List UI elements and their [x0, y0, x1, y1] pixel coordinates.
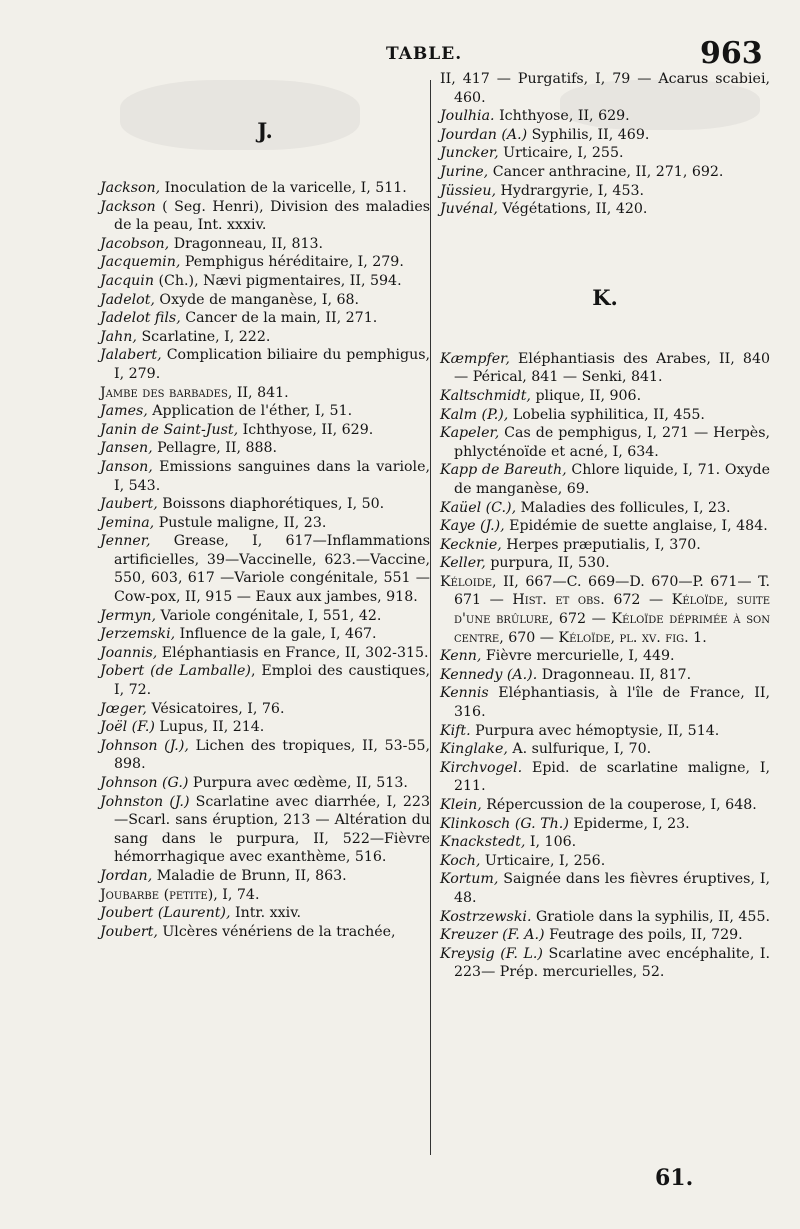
index-entry — [100, 644, 430, 663]
entry-text: Eléphantiasis en France, II, 302-315. — [157, 644, 429, 661]
entry-author: Jackson, — [100, 180, 161, 196]
entry-text: Scarlatine, I, 222. — [136, 328, 271, 345]
entry-author: Kaltschmidt, — [440, 387, 531, 404]
entry-author: Kalm (P.), — [440, 406, 509, 423]
entry-text: Ulcères vénériens de la trachée, — [157, 923, 396, 940]
entry-author: Kaye (J.), — [440, 518, 505, 535]
entry-text: purpura, II, 530. — [485, 555, 610, 572]
entry-author: Koch, — [440, 852, 481, 869]
index-entry — [440, 852, 770, 871]
index-entry — [440, 833, 770, 852]
index-entry — [440, 740, 770, 759]
entry-text: , Emploi des caustiques, I, 72. — [114, 663, 430, 699]
entry-author: Joubert, — [100, 923, 158, 940]
index-entry — [100, 607, 430, 626]
entry-text: Cas de pemphigus, I, 271 — Herpès, phlycténoïde et acné, I, 634. — [454, 425, 770, 460]
entry-author: Janson, — [100, 458, 153, 475]
entry-author: Jordan, — [100, 867, 153, 884]
index-entry — [440, 461, 770, 498]
index-entry — [440, 387, 770, 406]
index-entry — [100, 346, 430, 383]
entry-text: ( Seg. Henri), Division des maladies de la peau, Int. xxxiv. — [114, 198, 430, 234]
index-entry — [100, 700, 430, 719]
index-entry — [440, 926, 770, 945]
entry-author: Klein, — [440, 797, 482, 813]
entry-text: Inoculation de la varicelle, I, 511. — [160, 180, 407, 196]
entry-text: Epiderme, I, 23. — [568, 815, 690, 832]
entry-text: Grease, I, 617—Inflammations artificielles, 39—Vaccinelle, 623.—Vaccine, 550, 603, 617 —Variole congénitale, 551 — Cow-pox, II, 915 — Eaux aux jambes, 918. — [114, 533, 430, 606]
entry-author: Jermyn, — [100, 607, 156, 624]
entry-author: Kirchvogel. — [440, 759, 523, 776]
right-entry-list — [440, 350, 770, 982]
entry-author: Joulhia. — [440, 108, 495, 125]
entry-text: Joubarbe (petite), I, 74. — [100, 886, 260, 903]
entry-text: Dragonneau, II, 813. — [169, 235, 324, 252]
entry-author: Joubert (Laurent), — [100, 905, 231, 922]
entry-author: Kennis — [440, 685, 489, 702]
index-entry — [100, 532, 430, 606]
entry-text: Urticaire, I, 255. — [498, 145, 624, 162]
left-column — [100, 70, 430, 941]
entry-author: Jenner, — [100, 533, 151, 550]
page-number: 963 — [700, 36, 763, 71]
entry-author: Jacobson, — [100, 235, 170, 252]
index-entry — [100, 662, 430, 699]
entry-author: Kortum, — [440, 871, 499, 888]
entry-text: plique, II, 906. — [530, 387, 642, 404]
entry-text: II, 417 — Purgatifs, I, 79 — Acarus scabiei, 460. — [440, 71, 770, 106]
entry-author: Jœger, — [100, 700, 147, 717]
index-entry — [100, 867, 430, 886]
index-entry — [100, 235, 430, 254]
index-entry — [100, 923, 430, 942]
entry-text: Jambe des barbades, II, 841. — [100, 384, 289, 401]
index-entry — [440, 144, 770, 163]
entry-text: Lichen des tropiques, II, 53-55, 898. — [114, 737, 431, 773]
entry-author: Kaüel (C.), — [440, 499, 517, 516]
index-entry — [440, 200, 770, 219]
index-entry — [440, 815, 770, 834]
entry-author: Juvénal, — [440, 201, 498, 218]
index-entry — [100, 793, 430, 867]
entry-text: Complication biliaire du pemphigus, I, 279. — [114, 347, 430, 382]
index-entry — [440, 722, 770, 741]
entry-text: Ichthyose, II, 629. — [238, 421, 374, 438]
index-entry — [100, 402, 430, 421]
entry-author: Jobert (de Lamballe) — [100, 663, 251, 680]
index-entry — [440, 107, 770, 126]
entry-author: Kinglake, — [440, 741, 508, 758]
entry-author: Kreuzer (F. A.) — [440, 927, 545, 944]
entry-text: Epidémie de suette anglaise, I, 484. — [504, 518, 768, 535]
entry-text: Vésicatoires, I, 76. — [146, 700, 285, 717]
entry-text: I, 106. — [525, 834, 577, 851]
entry-text: Pemphigus héréditaire, I, 279. — [180, 254, 404, 271]
index-entry — [100, 718, 430, 737]
section-letter-j: J. — [257, 118, 273, 143]
index-entry — [440, 554, 770, 573]
entry-author: Jaubert, — [100, 496, 158, 513]
entry-text: Boissons diaphorétiques, I, 50. — [157, 496, 385, 513]
entry-text: Lupus, II, 214. — [154, 719, 265, 736]
entry-author: Jackson — [100, 198, 156, 215]
entry-text: Pustule maligne, II, 23. — [154, 514, 327, 531]
index-entry — [100, 272, 430, 291]
entry-text: Epid. de scarlatine maligne, I, 211. — [454, 759, 770, 795]
right-column — [440, 70, 770, 982]
column-divider — [430, 80, 431, 1155]
index-entry — [440, 499, 770, 518]
index-entry — [100, 886, 430, 905]
right-top-entry-list — [440, 70, 770, 219]
entry-text: Eléphantiasis des Arabes, II, 840 — Pérical, 841 — Senki, 841. — [454, 350, 770, 386]
index-entry — [440, 70, 770, 107]
index-entry — [440, 163, 770, 182]
index-entry — [100, 253, 430, 272]
entry-text: Fièvre mercurielle, I, 449. — [481, 648, 675, 665]
index-entry — [440, 126, 770, 145]
entry-author: Janin de Saint-Just, — [100, 421, 239, 438]
entry-text: Oxyde de manganèse, I, 68. — [154, 291, 360, 308]
entry-text: Saignée dans les fièvres éruptives, I, 48. — [454, 871, 770, 906]
entry-author: Kapp de Bareuth, — [440, 462, 567, 479]
entry-text: Scarlatine avec diarrhée, I, 223—Scarl. sans éruption, 213 — Altération du sang dans le purpura, II, 522—Fièvre hémorrhagique avec exanthème, 516. — [114, 793, 430, 866]
index-entry — [440, 647, 770, 666]
entry-text: Purpura avec hémoptysie, II, 514. — [470, 722, 720, 739]
index-entry — [100, 439, 430, 458]
left-entry-list — [100, 179, 430, 941]
entry-author: Jadelot fils, — [100, 310, 181, 327]
index-entry — [100, 291, 430, 310]
entry-author: Jourdan (A.) — [440, 126, 528, 143]
index-entry — [100, 421, 430, 440]
entry-author: Jalabert, — [100, 347, 162, 364]
entry-text: Variole congénitale, I, 551, 42. — [155, 607, 382, 624]
entry-text: Intr. xxiv. — [230, 905, 302, 922]
entry-text: Purpura avec œdème, II, 513. — [188, 775, 408, 791]
index-entry — [440, 908, 770, 927]
index-entry — [100, 514, 430, 533]
entry-author: Johnson (G.) — [100, 775, 189, 791]
entry-author: Jahn, — [100, 328, 137, 345]
entry-author: Kapeler, — [440, 425, 500, 442]
entry-text: Scarlatine avec encéphalite, I. 223— Prép. mercurielles, 52. — [454, 945, 770, 981]
entry-author: Kenn, — [440, 648, 482, 665]
entry-author: Joannis, — [100, 644, 158, 661]
index-entry — [440, 424, 770, 461]
entry-author: Klinkosch (G. Th.) — [440, 815, 569, 832]
entry-author: Jadelot, — [100, 291, 155, 308]
entry-author: James, — [100, 403, 148, 420]
index-entry — [440, 406, 770, 425]
section-letter-k: K. — [592, 284, 618, 310]
entry-author: Kift. — [440, 722, 471, 739]
running-title: TABLE. — [386, 44, 463, 64]
index-entry — [440, 870, 770, 907]
entry-author: Johnston (J.) — [100, 793, 190, 810]
entry-text: Syphilis, II, 469. — [527, 126, 650, 143]
entry-text: Hydrargyrie, I, 453. — [495, 182, 645, 199]
entry-author: Jacquin — [100, 272, 154, 289]
entry-author: Kecknie, — [440, 536, 502, 553]
entry-text: Gratiole dans la syphilis, II, 455. — [531, 908, 770, 925]
index-entry — [100, 458, 430, 495]
entry-author: Jemina, — [100, 514, 155, 531]
entry-text: Kéloide, II, 667—C. 669—D. 670—P. 671— T. 671 — Hist. et obs. 672 — Kéloïde, suite d'une brûlure, 672 — Kéloïde déprimée à son centre, 670 — Kéloïde, pl. xv. fig. 1. — [440, 573, 770, 646]
signature-mark: 61. — [655, 1165, 694, 1191]
index-entry — [440, 517, 770, 536]
index-entry — [100, 328, 430, 347]
entry-text: Ichthyose, II, 629. — [494, 108, 630, 125]
entry-text: Eléphantiasis, à l'île de France, II, 316. — [454, 685, 770, 721]
entry-text: Lobelia syphilitica, II, 455. — [508, 406, 705, 423]
entry-author: Juncker, — [440, 145, 499, 162]
entry-author: Knackstedt, — [440, 834, 526, 851]
index-entry — [100, 384, 430, 403]
entry-text: (Ch.), Nævi pigmentaires, II, 594. — [154, 272, 402, 289]
entry-text: Maladie de Brunn, II, 863. — [152, 867, 347, 884]
index-entry — [440, 759, 770, 796]
index-entry — [100, 737, 430, 774]
index-entry — [440, 573, 770, 647]
index-entry — [440, 666, 770, 685]
entry-text: Emissions sanguines dans la variole, I, 543. — [114, 458, 430, 494]
entry-author: Joël (F.) — [100, 719, 155, 736]
index-entry — [440, 350, 770, 387]
index-entry — [100, 198, 430, 235]
entry-author: Jurine, — [440, 163, 489, 180]
index-entry — [440, 945, 770, 982]
index-entry — [100, 774, 430, 793]
entry-author: Jüssieu, — [440, 182, 496, 199]
entry-text: Influence de la gale, I, 467. — [175, 626, 377, 643]
entry-text: Feutrage des poils, II, 729. — [544, 927, 743, 944]
index-entry — [100, 309, 430, 328]
index-entry — [440, 684, 770, 721]
index-entry — [100, 495, 430, 514]
entry-text: Herpes præputialis, I, 370. — [501, 536, 701, 553]
entry-text: Cancer de la main, II, 271. — [180, 310, 378, 327]
entry-text: Répercussion de la couperose, I, 648. — [481, 797, 757, 813]
index-entry — [440, 182, 770, 201]
entry-author: Kreysig (F. L.) — [440, 945, 543, 962]
index-entry — [440, 796, 770, 815]
entry-author: Jerzemski, — [100, 626, 176, 643]
index-entry — [100, 179, 430, 198]
entry-author: Kennedy (A.). — [440, 666, 538, 683]
entry-text: Chlore liquide, I, 71. Oxyde de manganèse, 69. — [454, 462, 770, 497]
entry-text: Application de l'éther, I, 51. — [147, 403, 353, 420]
entry-text: Cancer anthracine, II, 271, 692. — [488, 163, 724, 180]
entry-author: Kostrzewski. — [440, 908, 532, 925]
index-entry — [100, 625, 430, 644]
index-entry — [100, 904, 430, 923]
entry-text: Urticaire, I, 256. — [480, 852, 606, 869]
entry-text: Végétations, II, 420. — [497, 201, 648, 218]
index-entry — [440, 536, 770, 555]
entry-text: A. sulfurique, I, 70. — [507, 741, 652, 758]
entry-text: Pellagre, II, 888. — [152, 440, 278, 457]
entry-author: Kæmpfer, — [440, 350, 510, 367]
entry-text: Dragonneau. II, 817. — [537, 666, 692, 683]
entry-author: Jansen, — [100, 440, 153, 457]
entry-author: Keller, — [440, 555, 486, 572]
entry-text: Maladies des follicules, I, 23. — [516, 499, 731, 516]
entry-author: Jacquemin, — [100, 254, 181, 271]
entry-author: Johnson (J.), — [100, 737, 189, 754]
